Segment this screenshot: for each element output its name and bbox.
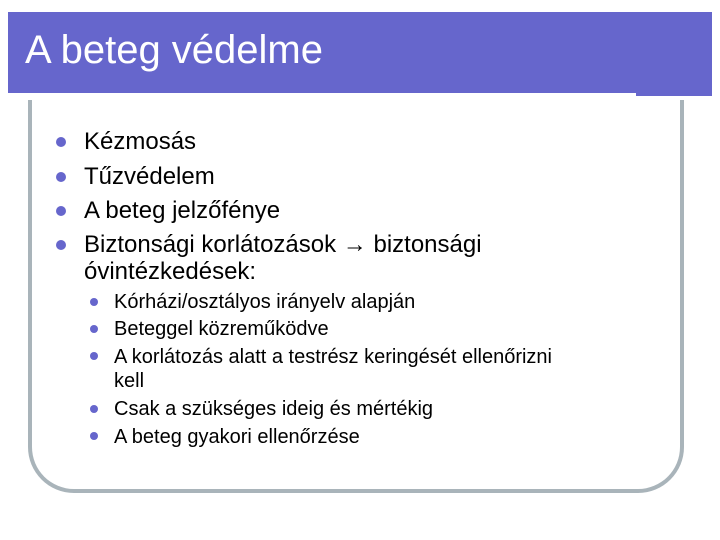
sub-bullet-item: Beteggel közreműködve [114, 318, 329, 340]
bullet-dot [56, 240, 66, 250]
sub-bullet-dot [90, 352, 98, 360]
sub-bullet-item: Csak a szükséges ideig és mértékig [114, 398, 434, 420]
bullet-item-continuation: óvintézkedések: [84, 258, 257, 285]
bullet-item: Tűzvédelem [84, 163, 215, 190]
sub-bullet-item: Kórházi/osztályos irányelv alapján [114, 291, 416, 313]
sub-bullet-item-continuation: kell [114, 370, 145, 392]
sub-bullet-dot [90, 432, 98, 440]
sub-bullet-dot [90, 405, 98, 413]
bullet-item: A beteg jelzőfénye [84, 197, 281, 224]
bullet-item: Kézmosás [84, 128, 197, 155]
bullet-item: Biztonsági korlátozások → biztonsági [84, 231, 482, 258]
slide-title: A beteg védelme [25, 28, 323, 72]
bullet-dot [56, 137, 66, 147]
sub-bullet-item: A beteg gyakori ellenőrzése [114, 426, 360, 448]
sub-bullet-item: A korlátozás alatt a testrész keringését ellenőrizni [114, 346, 552, 368]
sub-bullet-dot [90, 325, 98, 333]
bullet-dot [56, 172, 66, 182]
bullet-dot [56, 206, 66, 216]
sub-bullet-dot [90, 298, 98, 306]
